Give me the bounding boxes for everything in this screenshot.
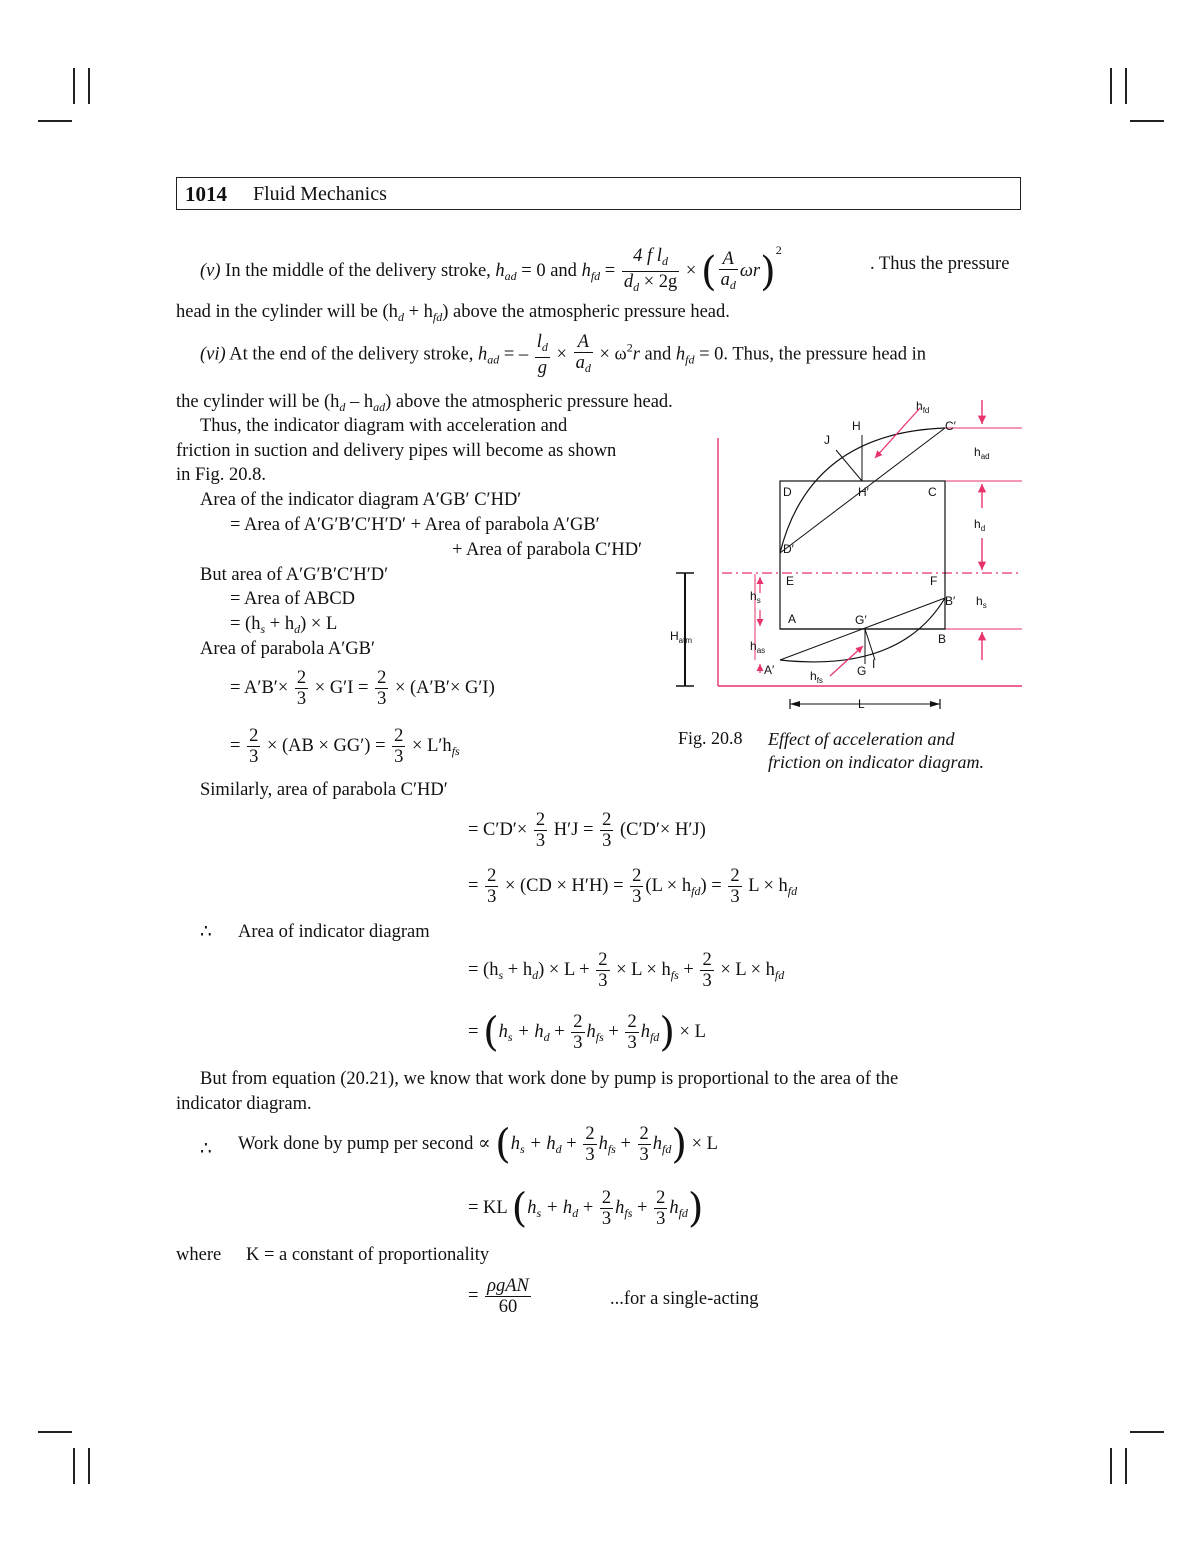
body-line: K = a constant of proportionality <box>246 1245 490 1265</box>
body-line: = $(h_s + h_d) \times L$ <box>230 614 338 636</box>
label-A: A <box>788 612 797 626</box>
label-E: E <box>786 574 795 588</box>
crop-mark <box>1110 1448 1112 1484</box>
para-vi-line1: (vi) At the end of the delivery stroke, $h_{ad}$ = – $\frac{l_d}{g}$ × $\frac{A}{a_d}$ × $\omega^2r$ and $h_{fd} = 0$. Thus, the pressure head in <box>200 332 927 378</box>
indicator-diagram <box>640 388 1030 723</box>
fraction: $\frac{l_d}{g}$ <box>536 332 548 378</box>
label-H: H <box>852 419 861 433</box>
label-J: J <box>824 433 830 447</box>
label-H-prime: H′ <box>858 485 869 499</box>
equation-line: = $(h_s + h_d) \times L$ + $\frac{2}{3}$ × $L \times h_{fs}$ + $\frac{2}{3}$ × $L \times h_{fd}$ <box>468 950 785 991</box>
figure-number: Fig. 20.8 <box>678 728 743 748</box>
label-D-prime: D′ <box>783 542 794 556</box>
body-line: = Area of ABCD <box>230 589 356 609</box>
label-hfs: $h_{fs}$ <box>810 669 823 685</box>
para-v-line2: head in the cylinder will be $(h_d + h_{fd})$ above the atmospheric pressure head. <box>176 302 730 324</box>
body-line: ...for a single-acting <box>610 1289 759 1309</box>
crop-mark <box>38 1431 72 1433</box>
label-A-prime: A′ <box>764 663 775 677</box>
crop-mark <box>38 120 72 122</box>
label-had: $h_{ad}$ <box>974 445 990 461</box>
fraction: $\frac{4 f l_d}{d_d \times 2g}$ <box>623 246 678 295</box>
body-line: in Fig. 20.8. <box>176 465 266 485</box>
crop-mark <box>1130 1431 1164 1433</box>
crop-mark <box>1125 68 1127 104</box>
label-G: G <box>857 664 867 678</box>
crop-mark <box>88 1448 90 1484</box>
body-line: Thus, the indicator diagram with acceleration and <box>200 416 568 436</box>
body-line: Area of parabola A′GB′ <box>200 639 376 659</box>
page-number: 1014 <box>185 182 227 206</box>
label-has: $h_{as}$ <box>750 639 766 655</box>
book-title: Fluid Mechanics <box>253 183 387 205</box>
body-line: where <box>176 1245 222 1265</box>
label-C: C <box>928 485 937 499</box>
label-B: B <box>938 632 947 646</box>
body-line: + Area of parabola C′HD′ <box>452 540 643 560</box>
fraction: $\frac{A}{a_d}$ <box>720 248 736 292</box>
label-hd: $h_d$ <box>974 517 986 533</box>
crop-mark <box>1125 1448 1127 1484</box>
equation-line: = $\frac{2}{3}$ × (CD × H′H) = $\frac{2}{3}$ $(L \times h_{fd})$ = $\frac{2}{3}$ $L \times h_{fd}$ <box>468 866 798 907</box>
equation-line: = KL ($h_s + h_d$ + $\frac{2}{3}$ $h_{fs}$ + $\frac{2}{3}$ $h_{fd}$) <box>468 1185 704 1232</box>
para-v-line1: (v) In the middle of the delivery stroke, $h_{ad} = 0$ and $h_{fd}$ = $\frac{4 f l_d}{d_d \times 2g}$ × ( $\frac{A}{a_d}$ ωr)$^2$ <box>200 238 782 297</box>
label-I: I <box>872 657 876 671</box>
label-F: F <box>930 574 938 588</box>
body-line: But from equation (20.21), we know that work done by pump is proportional to the area of the <box>200 1069 899 1089</box>
body-line: indicator diagram. <box>176 1094 312 1114</box>
crop-mark <box>73 68 75 104</box>
label-B-prime: B′ <box>945 594 956 608</box>
body-line: = Area of A′G′B′C′H′D′ + Area of parabola A′GB′ <box>230 515 600 535</box>
equation-line: = $\frac{\text{ρgAN}}{60}$ <box>468 1276 529 1317</box>
equation-line: = C′D′× $\frac{2}{3}$ H′J = $\frac{2}{3}$ (C′D′× H′J) <box>468 810 706 851</box>
crop-mark <box>1130 120 1164 122</box>
para-vi-line2: the cylinder will be $(h_d - h_{ad})$ above the atmospheric pressure head. <box>176 392 673 414</box>
therefore-symbol: ∴ <box>200 922 212 942</box>
equation-line: Work done by pump per second ∝ ($h_s + h_d$ + $\frac{2}{3}$ $h_{fs}$ + $\frac{2}{3}$ $h_{fd}) \times L$ <box>238 1121 718 1168</box>
label-G-prime: G′ <box>855 613 867 627</box>
body-line: But area of A′G′B′C′H′D′ <box>200 565 389 585</box>
label-hs-right: $h_s$ <box>976 594 987 610</box>
crop-mark <box>88 68 90 104</box>
label-D: D <box>783 485 792 499</box>
equation-line: = $\frac{2}{3}$ × (AB × GG′) = $\frac{2}{3}$ × $L'h_{fs}$ <box>230 726 460 767</box>
label-L: L <box>858 697 865 711</box>
label-hfd: $h_{fd}$ <box>916 399 930 415</box>
fraction: $\frac{A}{a_d}$ <box>575 332 591 375</box>
equation-line: = A′B′× $\frac{2}{3}$ × G′I = $\frac{2}{3}$ × (A′B′× G′I) <box>230 668 495 709</box>
body-line: Area of the indicator diagram A′GB′ C′HD′ <box>200 490 522 510</box>
label-hs-left: $h_s$ <box>750 589 761 605</box>
equation-line: = ($h_s + h_d$ + $\frac{2}{3}$ $h_{fs}$ + $\frac{2}{3}$ $h_{fd}) \times L$ <box>468 1009 706 1056</box>
therefore-symbol: ∴ <box>200 1139 212 1159</box>
body-line: Area of indicator diagram <box>238 922 430 942</box>
running-header <box>176 177 1021 210</box>
label-Hatm: $H_{atm}$ <box>670 629 693 645</box>
figure-caption: Effect of acceleration and friction on indicator diagram. <box>768 729 984 772</box>
crop-mark <box>1110 68 1112 104</box>
crop-mark <box>73 1448 75 1484</box>
body-line: Similarly, area of parabola C′HD′ <box>200 780 448 800</box>
para-v-line1-end: . Thus the pressure <box>870 254 1010 274</box>
label-C-prime: C′ <box>945 419 956 433</box>
body-line: friction in suction and delivery pipes will become as shown <box>176 441 617 461</box>
